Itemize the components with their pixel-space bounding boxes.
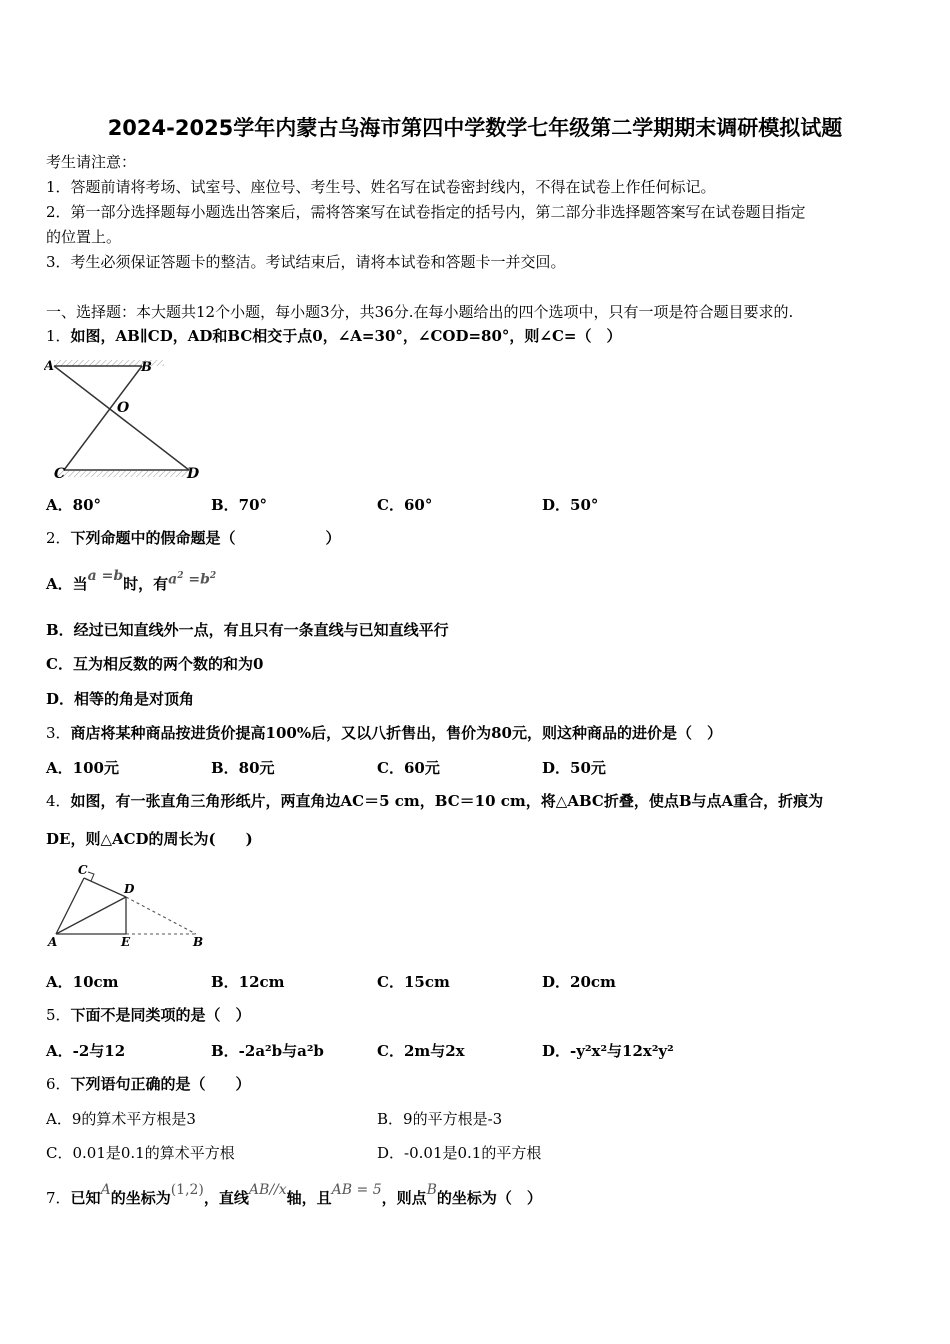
q2-option-b[interactable]: B．经过已知直线外一点，有且只有一条直线与已知直线平行 — [46, 621, 449, 639]
stem-text: ，则点 — [381, 1189, 427, 1207]
segment-ad — [56, 897, 126, 934]
q1-option-d[interactable]: D．50° — [542, 496, 599, 514]
option-prefix: A．当 — [46, 575, 88, 593]
math-expression: (1,2) — [170, 1182, 204, 1198]
question-stem: 下列命题中的假命题是（ ） — [70, 529, 341, 547]
section-heading: 一、选择题：本大题共12个小题，每小题3分，共36分.在每小题给出的四个选项中，只有一项是符合题目要求的. — [46, 303, 794, 321]
q5-option-b[interactable]: B．-2a²b与a²b — [211, 1042, 324, 1060]
stem-text: 已知 — [70, 1189, 101, 1207]
math-sup: 2 — [177, 571, 184, 581]
segment-db — [126, 897, 196, 934]
math-base: a — [168, 571, 178, 588]
question-2 — [46, 528, 341, 548]
q2-option-a[interactable] — [46, 568, 217, 598]
question-4 — [46, 791, 823, 811]
label-a: A — [48, 935, 58, 949]
q6-option-b[interactable]: B．9的平方根是-3 — [377, 1110, 503, 1128]
math-sup: 2 — [209, 571, 217, 581]
q6-option-d[interactable]: D．-0.01是0.1的平方根 — [377, 1144, 542, 1162]
q4-option-a[interactable]: A．10cm — [46, 973, 119, 991]
question-number: 4． — [46, 792, 71, 810]
notice-item-2: 2．第一部分选择题每小题选出答案后，需将答案写在试卷指定的括号内，第二部分非选择题答案写在试卷题目指定 — [46, 203, 806, 221]
question-stem: 下列语句正确的是（ ） — [70, 1075, 251, 1093]
page-title: 2024-2025学年内蒙古乌海市第四中学数学七年级第二学期期末调研模拟试题 — [107, 116, 843, 140]
label-o: O — [117, 400, 130, 416]
q3-option-a[interactable]: A．100元 — [46, 759, 119, 777]
math-expression: AB//x — [248, 1182, 287, 1198]
q1-option-c[interactable]: C．60° — [377, 496, 433, 514]
q1-option-b[interactable]: B．70° — [211, 496, 268, 514]
question-stem: 如图，AB∥CD，AD和BC相交于点0，∠A=30°，∠COD=80°，则∠C=（ ） — [70, 327, 622, 345]
math-expression: A — [100, 1182, 111, 1198]
q5-option-c[interactable]: C．2m与2x — [377, 1042, 465, 1060]
question-stem: 商店将某种商品按进货价提高100%后，又以八折售出，售价为80元，则这种商品的进价是（ ） — [70, 724, 722, 742]
q4-option-b[interactable]: B．12cm — [211, 973, 285, 991]
hatch-bottom — [56, 471, 196, 477]
question-6 — [46, 1074, 251, 1094]
question-3 — [46, 723, 722, 743]
question-5 — [46, 1005, 251, 1025]
question-number: 6． — [46, 1075, 71, 1093]
question-stem: 如图，有一张直角三角形纸片，两直角边AC＝5 cm，BC＝10 cm，将△ABC折叠，使点B与点A重合，折痕为 — [70, 792, 824, 810]
label-c: C — [54, 466, 66, 482]
question-7 — [46, 1182, 542, 1208]
notice-item-3: 3．考生必须保证答题卡的整洁。考试结束后，请将本试卷和答题卡一并交回。 — [46, 253, 566, 271]
question-stem: 下面不是同类项的是（ ） — [70, 1006, 251, 1024]
segment-ad — [54, 366, 189, 470]
q1-option-a[interactable]: A．80° — [46, 496, 102, 514]
label-b: B — [141, 360, 152, 375]
notice-heading: 考生请注意： — [46, 153, 137, 171]
label-a: A — [44, 359, 55, 374]
figure-q4 — [44, 860, 214, 952]
label-b: B — [193, 935, 204, 949]
label-e: E — [121, 935, 131, 949]
notice-item-2-cont: 的位置上。 — [46, 228, 122, 246]
label-c: C — [78, 863, 88, 877]
figure-q1 — [44, 354, 204, 484]
question-number: 1． — [46, 327, 71, 345]
question-number: 3． — [46, 724, 71, 742]
q5-option-d[interactable]: D．-y²x²与12x²y² — [542, 1042, 674, 1060]
q2-option-d[interactable]: D．相等的角是对顶角 — [46, 690, 195, 708]
segment-cd — [84, 878, 126, 897]
option-mid: 时，有 — [123, 575, 169, 593]
q6-option-a[interactable]: A．9的算术平方根是3 — [46, 1110, 196, 1128]
math-expression: AB = 5 — [331, 1182, 382, 1198]
label-d: D — [187, 466, 200, 482]
segment-ac — [56, 878, 84, 934]
stem-text: 的坐标为 — [110, 1189, 171, 1207]
stem-text: 轴，且 — [286, 1189, 332, 1207]
stem-text: 的坐标为（ ） — [436, 1189, 542, 1207]
q6-option-c[interactable]: C．0.01是0.1的算术平方根 — [46, 1144, 235, 1162]
notice-item-1: 1．答题前请将考场、试室号、座位号、考生号、姓名写在试卷密封线内，不得在试卷上作任何标记。 — [46, 178, 716, 196]
q4-option-c[interactable]: C．15cm — [377, 973, 450, 991]
q3-option-b[interactable]: B．80元 — [211, 759, 275, 777]
question-1 — [46, 326, 621, 346]
math-eq: =b — [183, 571, 210, 588]
q3-option-c[interactable]: C．60元 — [377, 759, 440, 777]
q5-option-a[interactable]: A．-2与12 — [46, 1042, 126, 1060]
math-expression: B — [426, 1182, 437, 1198]
question-number: 7． — [46, 1189, 71, 1207]
math-expression — [168, 566, 216, 590]
q3-option-d[interactable]: D．50元 — [542, 759, 606, 777]
question-number: 2． — [46, 529, 71, 547]
label-d: D — [124, 882, 135, 896]
question-4-cont: DE，则△ACD的周长为( ) — [46, 830, 253, 848]
segment-bc — [64, 366, 142, 470]
stem-text: ，直线 — [203, 1189, 249, 1207]
q2-option-c[interactable]: C．互为相反数的两个数的和为0 — [46, 655, 264, 673]
q4-option-d[interactable]: D．20cm — [542, 973, 616, 991]
question-number: 5． — [46, 1006, 71, 1024]
math-expression: a =b — [87, 568, 124, 584]
